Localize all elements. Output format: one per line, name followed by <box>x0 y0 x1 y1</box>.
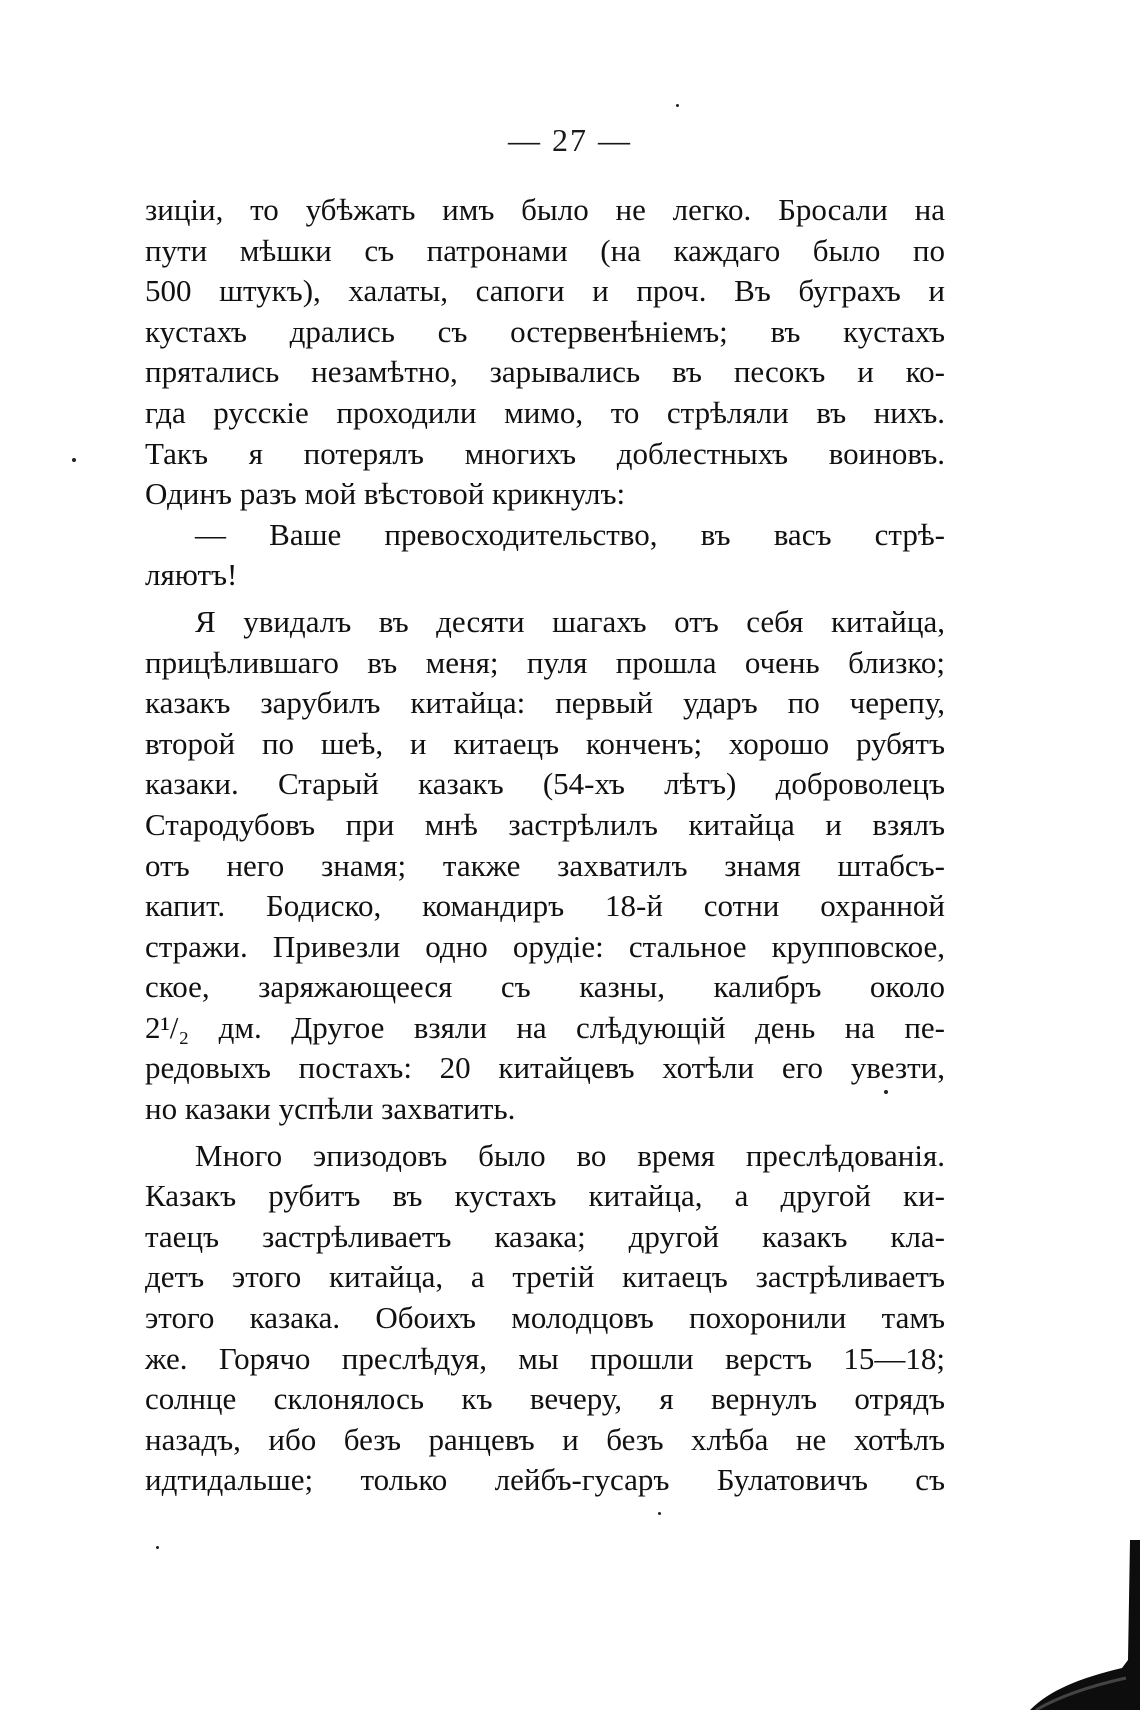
text-line: но казаки успѣли захватить. <box>145 1091 516 1127</box>
text-line: Много эпизодовъ было во время преслѣдованія. <box>195 1137 945 1173</box>
text-line: Стародубовъ при мнѣ застрѣлилъ китайца и взялъ <box>145 806 945 842</box>
scan-speck <box>156 1546 159 1549</box>
text-line: пути мѣшки съ патронами (на каждаго было по <box>145 232 945 268</box>
text-line: казакъ зарубилъ китайца: первый ударъ по черепу, <box>145 685 945 721</box>
text-line: казаки. Старый казакъ (54-хъ лѣтъ) доброволецъ <box>145 766 945 802</box>
text-line: капит. Бодиско, командиръ 18-й сотни охранной <box>145 888 945 924</box>
text-line: 2¹/₂ дм. Другое взяли на слѣдующій день на пе- <box>145 1009 945 1045</box>
text-line: Казакъ рубитъ въ кустахъ китайца, а другой ки- <box>145 1178 945 1214</box>
text-line: второй по шеѣ, и китаецъ конченъ; хорошо рубятъ <box>145 725 945 761</box>
text-line: ляютъ! <box>145 557 238 593</box>
scan-speck <box>72 458 76 462</box>
text-line: зиціи, то убѣжать имъ было не легко. Бросали на <box>145 192 945 227</box>
scan-speck <box>884 1090 888 1094</box>
text-line: таецъ застрѣливаетъ казака; другой казакъ кла- <box>145 1218 945 1254</box>
text-line: ское, заряжающееся съ казны, калибръ около <box>145 969 945 1005</box>
text-line: идтидальше; только лейбъ-гусаръ Булатовичъ съ <box>145 1462 945 1498</box>
text-line: кустахъ дрались съ остервенѣніемъ; въ кустахъ <box>145 313 945 349</box>
text-line: отъ него знамя; также захватилъ знамя штабсъ- <box>145 847 945 883</box>
text-line: Такъ я потерялъ многихъ доблестныхъ воиновъ. <box>145 435 945 471</box>
text-line: гда русскіе проходили мимо, то стрѣляли въ нихъ. <box>145 394 945 430</box>
text-line: прицѣлившаго въ меня; пуля прошла очень близко; <box>145 644 945 680</box>
text-line: редовыхъ постахъ: 20 китайцевъ хотѣли его увезти, <box>145 1050 945 1086</box>
text-line: 500 штукъ), халаты, сапоги и проч. Въ буграхъ и <box>145 273 945 309</box>
text-line: стражи. Привезли одно орудіе: стальное крупповское, <box>145 928 945 964</box>
text-line: детъ этого китайца, а третій китаецъ застрѣливаетъ <box>145 1259 945 1295</box>
scan-speck <box>658 1512 661 1515</box>
body-text <box>145 190 945 1501</box>
text-line: этого казака. Обоихъ молодцовъ похоронили тамъ <box>145 1300 945 1336</box>
text-line: назадъ, ибо безъ ранцевъ и безъ хлѣба не хотѣлъ <box>145 1421 945 1457</box>
page-corner-shadow <box>1030 1540 1140 1710</box>
text-line: — Ваше превосходительство, въ васъ стрѣ- <box>195 516 945 552</box>
text-line: солнце склонялось къ вечеру, я вернулъ отрядъ <box>145 1381 945 1417</box>
text-line: прятались незамѣтно, зарывались въ песокъ и ко- <box>145 354 945 390</box>
scan-speck <box>676 104 679 107</box>
text-line: Одинъ разъ мой вѣстовой крикнулъ: <box>145 476 626 512</box>
page-number: — 27 — <box>508 122 632 158</box>
text-line: Я увидалъ въ десяти шагахъ отъ себя китайца, <box>195 603 945 639</box>
text-line: же. Горячо преслѣдуя, мы прошли верстъ 15—18; <box>145 1340 945 1376</box>
